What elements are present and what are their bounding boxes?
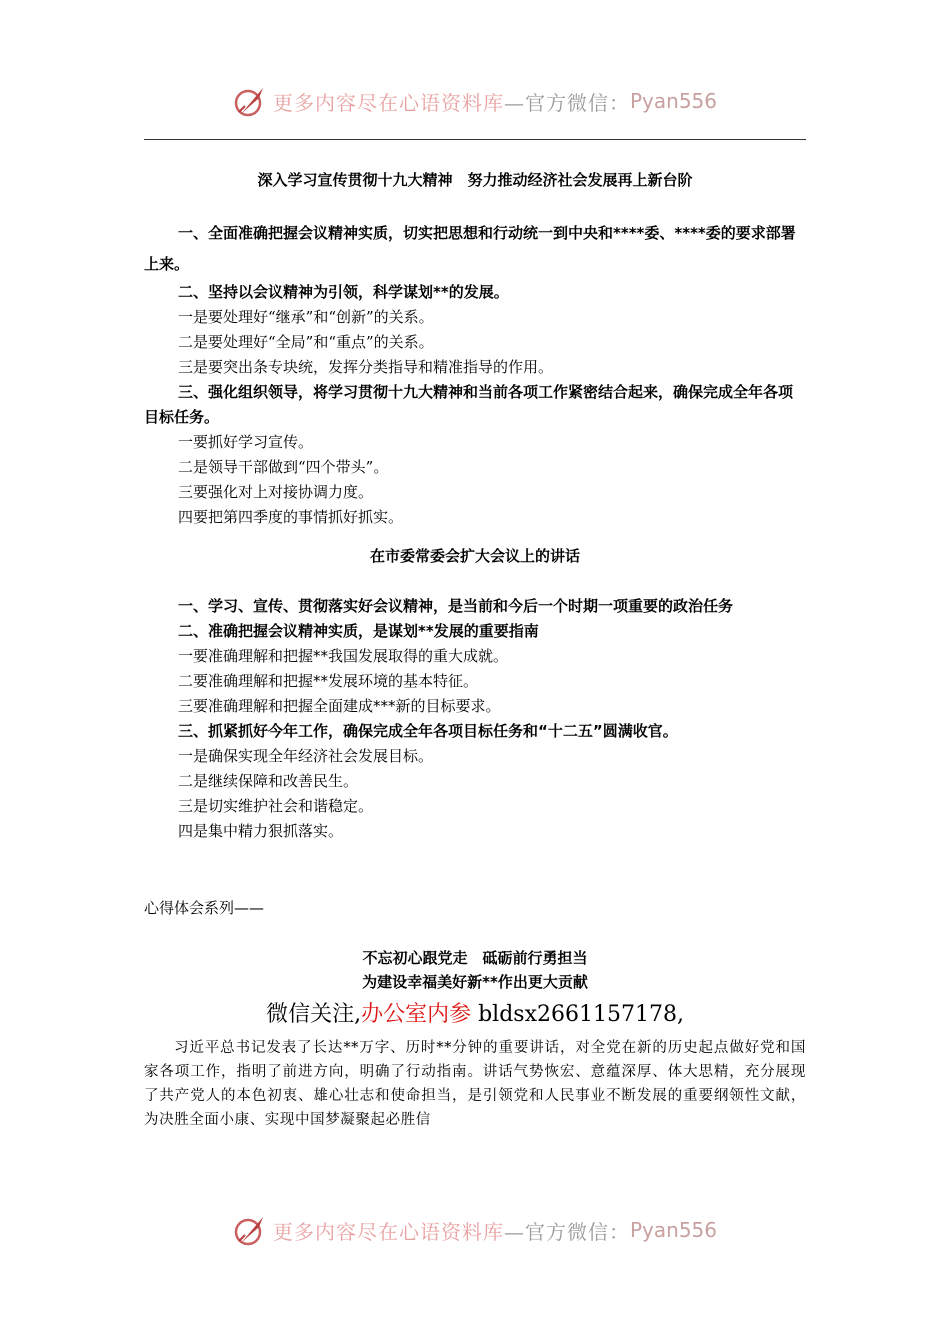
heading-2-1: 一、学习、宣传、贯彻落实好会议精神，是当前和今后一个时期一项重要的政治任务: [178, 597, 734, 615]
list-item: 四要把第四季度的事情抓好抓实。: [178, 508, 404, 526]
list-item: 三是要突出条专块统，发挥分类指导和精准指导的作用。: [178, 358, 554, 376]
heading-2-3: 三、抓紧抓好今年工作，确保完成全年各项目标任务和“十二五”圆满收官。: [178, 722, 678, 740]
heading-2-2: 二、准确把握会议精神实质，是谋划**发展的重要指南: [178, 622, 539, 640]
list-item: 一是要处理好“继承”和“创新”的关系。: [178, 308, 434, 326]
brand-id: Pyan556: [629, 89, 717, 113]
wechat-line: [144, 998, 806, 1032]
list-item: 二要准确理解和把握**发展环境的基本特征。: [178, 672, 479, 690]
brand-text: 更多内容尽在心语资料库: [272, 1219, 504, 1244]
quill-logo-icon: [233, 1213, 267, 1247]
wechat-id: bldsx2661157178,: [471, 1002, 684, 1027]
footer-watermark: [0, 1213, 950, 1247]
list-item: 一是确保实现全年经济社会发展目标。: [178, 747, 434, 765]
header-watermark: [0, 84, 950, 118]
list-item: 一要准确理解和把握**我国发展取得的重大成就。: [178, 647, 509, 665]
heading-1-2: 二、坚持以会议精神为引领，科学谋划**的发展。: [178, 283, 509, 301]
wechat-account: 办公室内参: [361, 1002, 472, 1027]
list-item: 四是集中精力狠抓落实。: [178, 822, 344, 840]
list-item: 三是切实维护社会和谐稳定。: [178, 797, 374, 815]
list-item: 二是继续保障和改善民生。: [178, 772, 359, 790]
brand-separator: —官方微信：: [503, 90, 630, 115]
brand-id: Pyan556: [629, 1218, 717, 1242]
heading-1-3: 三、强化组织领导，将学习贯彻十九大精神和当前各项工作紧密结合起来，确保完成全年各项目标任务。: [144, 383, 794, 426]
series-label: 心得体会系列——: [144, 899, 265, 917]
brand-text: 更多内容尽在心语资料库: [272, 90, 504, 115]
list-item: 三要强化对上对接协调力度。: [178, 483, 374, 501]
list-item: 一要抓好学习宣传。: [178, 433, 314, 451]
document-body: [144, 168, 806, 1132]
brand-separator: —官方微信：: [503, 1219, 630, 1244]
header-rule: [144, 139, 806, 140]
wechat-prefix: 微信关注,: [266, 1002, 362, 1027]
doc-title-2: 在市委常委会扩大会议上的讲话: [369, 547, 580, 565]
list-item: 三要准确理解和把握全面建成***新的目标要求。: [178, 697, 501, 715]
heading-1-1: 一、全面准确把握会议精神实质，切实把思想和行动统一到中央和****委、****委的要求部署上来。: [144, 224, 796, 273]
list-item: 二是要处理好“全局”和“重点”的关系。: [178, 333, 434, 351]
doc-title-3b: 为建设幸福美好新**作出更大贡献: [362, 973, 588, 991]
doc-title-1: 深入学习宣传贯彻十九大精神 努力推动经济社会发展再上新台阶: [257, 171, 693, 189]
list-item: 二是领导干部做到“四个带头”。: [178, 458, 389, 476]
body-paragraph: 习近平总书记发表了长达**万字、历时**分钟的重要讲话，对全党在新的历史起点做好党和国家各项工作，指明了前进方向，明确了行动指南。讲话气势恢宏、意蕴深厚、体大思精，充分展现了共产党人的本色初衷、雄心壮志和使命担当，是引领党和人民事业不断发展的重要纲领性文献，为决胜全面小康、实现中国梦凝聚起必胜信: [144, 1040, 806, 1128]
doc-title-3a: 不忘初心跟党走 砥砺前行勇担当: [362, 949, 588, 967]
quill-logo-icon: [233, 84, 267, 118]
